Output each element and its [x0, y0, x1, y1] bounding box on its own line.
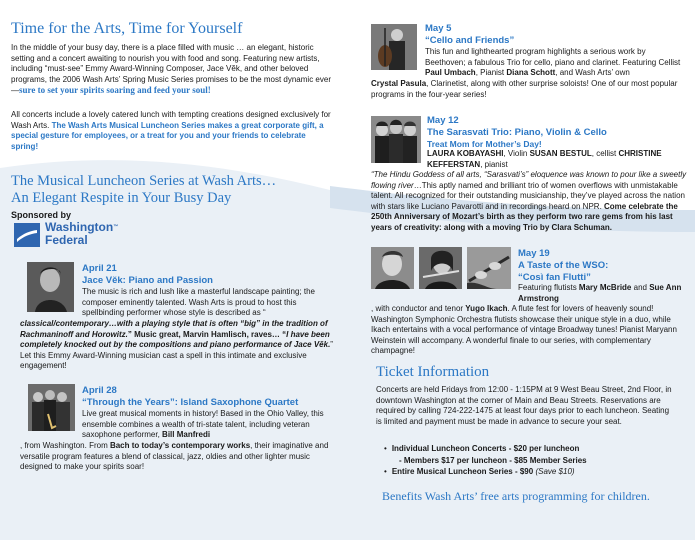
- intro-catering-paragraph: All concerts include a lovely catered lunch with tempting creations designed exclusively for Wash Arts. The Wash Arts Musical Luncheon Series makes a great corporate gift, a special gesture for employees, or a treat for you and your friends to celebrate spring!: [11, 110, 331, 151]
- series-title: The Musical Luncheon Series at Wash Arts… An Elegant Respite in Your Busy Day: [11, 173, 277, 206]
- cello-friends-photo: [371, 24, 417, 70]
- intro-paragraph: In the middle of your busy day, there is a place filled with music … an elegant, historic setting and a concert awaiting to nourish you with food and song. Featuring new artists, including “must-see” Emmy Award-Winning Composer, Jace Vĕk, and other beloved programs, the 2006 Wash Arts’ Spring Music Series promises to be the most dynamic ever—sure to set your spirits soaring and feed your soul!: [11, 43, 331, 96]
- trio-portrait-icon: [371, 116, 421, 163]
- ticket-info-title: Ticket Information: [376, 364, 490, 380]
- flutist-portrait-icon: [419, 247, 462, 289]
- saxophone-quartet-icon: [28, 384, 75, 431]
- may19-description: , with conductor and tenor Yugo Ikach. A flute fest for lovers of heavenly sound! Washington Symphonic Orchestra flutists showcase their unique style in a duo, while Ikach entertains with a vocal performance of vintage Broadway tunes! Pianist Maryann Weinstein will accompany. A wonderful finale to our series, with complementary champagne!: [371, 304, 677, 356]
- footer-tagline: Benefits Wash Arts’ free arts programming for children.: [382, 489, 650, 503]
- may12-performers: LAURA KOBAYASHI, Violin SUSAN BESTUL, cellist CHRISTINE KEFFERSTAN, pianist: [427, 149, 662, 169]
- jace-vek-photo: [27, 262, 74, 312]
- saxophone-quartet-photo: [28, 384, 75, 431]
- apr21-description-cont: classical/contemporary…with a playing style that is often “big” in the tradition of Rachmaninoff and Horowitz.” Music great, Marvin Hamlisch, raves… “I have been completely knocked out by the compositions and piano performance of Jace Vĕk.” Let this Emmy Award-Winning musician cast a spell in this intimate and exclusive engagement!: [20, 319, 333, 371]
- may5-date: May 5: [425, 23, 452, 34]
- washington-federal-logo-icon: [14, 223, 40, 247]
- apr21-title: Jace Vĕk: Piano and Passion: [82, 275, 213, 286]
- may19-performers: Featuring flutists Mary McBride and Sue Ann Armstrong: [518, 283, 682, 303]
- intro-title: Time for the Arts, Time for Yourself: [11, 20, 243, 37]
- sponsor-name-line1: Washington: [45, 220, 114, 234]
- sponsor-logo: [14, 222, 174, 250]
- apr28-title: “Through the Years”: Island Saxophone Quartet: [82, 397, 299, 408]
- conductor-portrait-icon: [371, 247, 414, 289]
- apr28-date: April 28: [82, 385, 117, 396]
- ticket-price-list: [384, 444, 684, 478]
- sarasvati-trio-photo: [371, 116, 421, 163]
- ticket-info-body: Concerts are held Fridays from 12:00 - 1:15PM at 9 West Beau Street, 2nd Floor, in downtown Washington at the corner of Main and Beau Streets. Reservations are required by calling 724-222-1475 at least four days prior to each luncheon. Seating is limited and payment must be made in advance to secure your seat.: [376, 385, 672, 426]
- may19-title-line2: “Così fan Flutti”: [518, 272, 591, 283]
- may19-date: May 19: [518, 248, 550, 259]
- apr28-description-cont: , from Washington. From Bach to today’s contemporary works, their imaginative and versatile program features a blend of classical, jazz, oldies and other lighter music designed to make your spirits soar!: [20, 441, 329, 472]
- conductor-photo: [371, 247, 414, 289]
- sponsor-name-line2: Federal: [45, 233, 88, 247]
- may5-title: “Cello and Friends”: [425, 35, 515, 46]
- apr28-description: Live great musical moments in history! Based in the Ohio Valley, this ensemble combines a wealth of tri-state talent, including veteran saxophone performer, Bill Manfredi: [82, 409, 324, 440]
- apr21-date: April 21: [82, 263, 117, 274]
- apr21-description: The music is rich and lush like a masterful landscape painting; the composer eminently talented. Wash Arts is proud to host this spellbinding performer whose style is described as “: [82, 287, 316, 318]
- sponsor-label: Sponsored by: [11, 210, 72, 220]
- may12-description: “The Hindu Goddess of all arts, “Sarasvati’s” eloquence was known to pour like a sweetly flowing river…This aptly named and brilliant trio of women overflows with unmistakable talent. All recognized for their outstanding musicianship, they’ve played across the nation with stars like Luciano Pavarotti and in recordings heard on NPR. Come celebrate the 250th Anniversary of Mozart’s birth as they perform two rare gems from his last years of creativity: along with a moving Trio by Clara Schuman.: [371, 170, 687, 232]
- may12-date: May 12: [427, 115, 459, 126]
- ticket-price-item: • Entire Musical Luncheon Series - $90 (Save $10): [384, 467, 575, 476]
- may19-title-line1: A Taste of the WSO:: [518, 260, 609, 271]
- may5-description: This fun and lighthearted program highlights a serious work by Beethoven; a fabulous Trio for cello, piano and clarinet. Featuring Cellist Paul Umbach, Pianist Diana Schott, and Wash Arts’ own: [425, 47, 681, 78]
- flute-hands-icon: [467, 247, 511, 289]
- ticket-price-item: • Individual Luncheon Concerts - $20 per luncheon: [384, 444, 580, 453]
- pianist-portrait-icon: [27, 262, 74, 312]
- flutist-photo-2: [467, 247, 511, 289]
- may5-description-cont: Crystal Pasula, Clarinetist, along with other surprise soloists! One of our most popular programs in the four-year series!: [371, 79, 678, 99]
- ticket-price-item: - Members $17 per luncheon - $85 Member Series: [399, 455, 587, 465]
- flutist-photo-1: [419, 247, 462, 289]
- may12-title: The Sarasvati Trio: Piano, Violin & Cello: [427, 127, 607, 138]
- cellist-icon: [371, 24, 417, 70]
- sponsor-tm: ™: [113, 224, 119, 230]
- may12-subtitle: Treat Mom for Mother’s Day!: [427, 139, 542, 149]
